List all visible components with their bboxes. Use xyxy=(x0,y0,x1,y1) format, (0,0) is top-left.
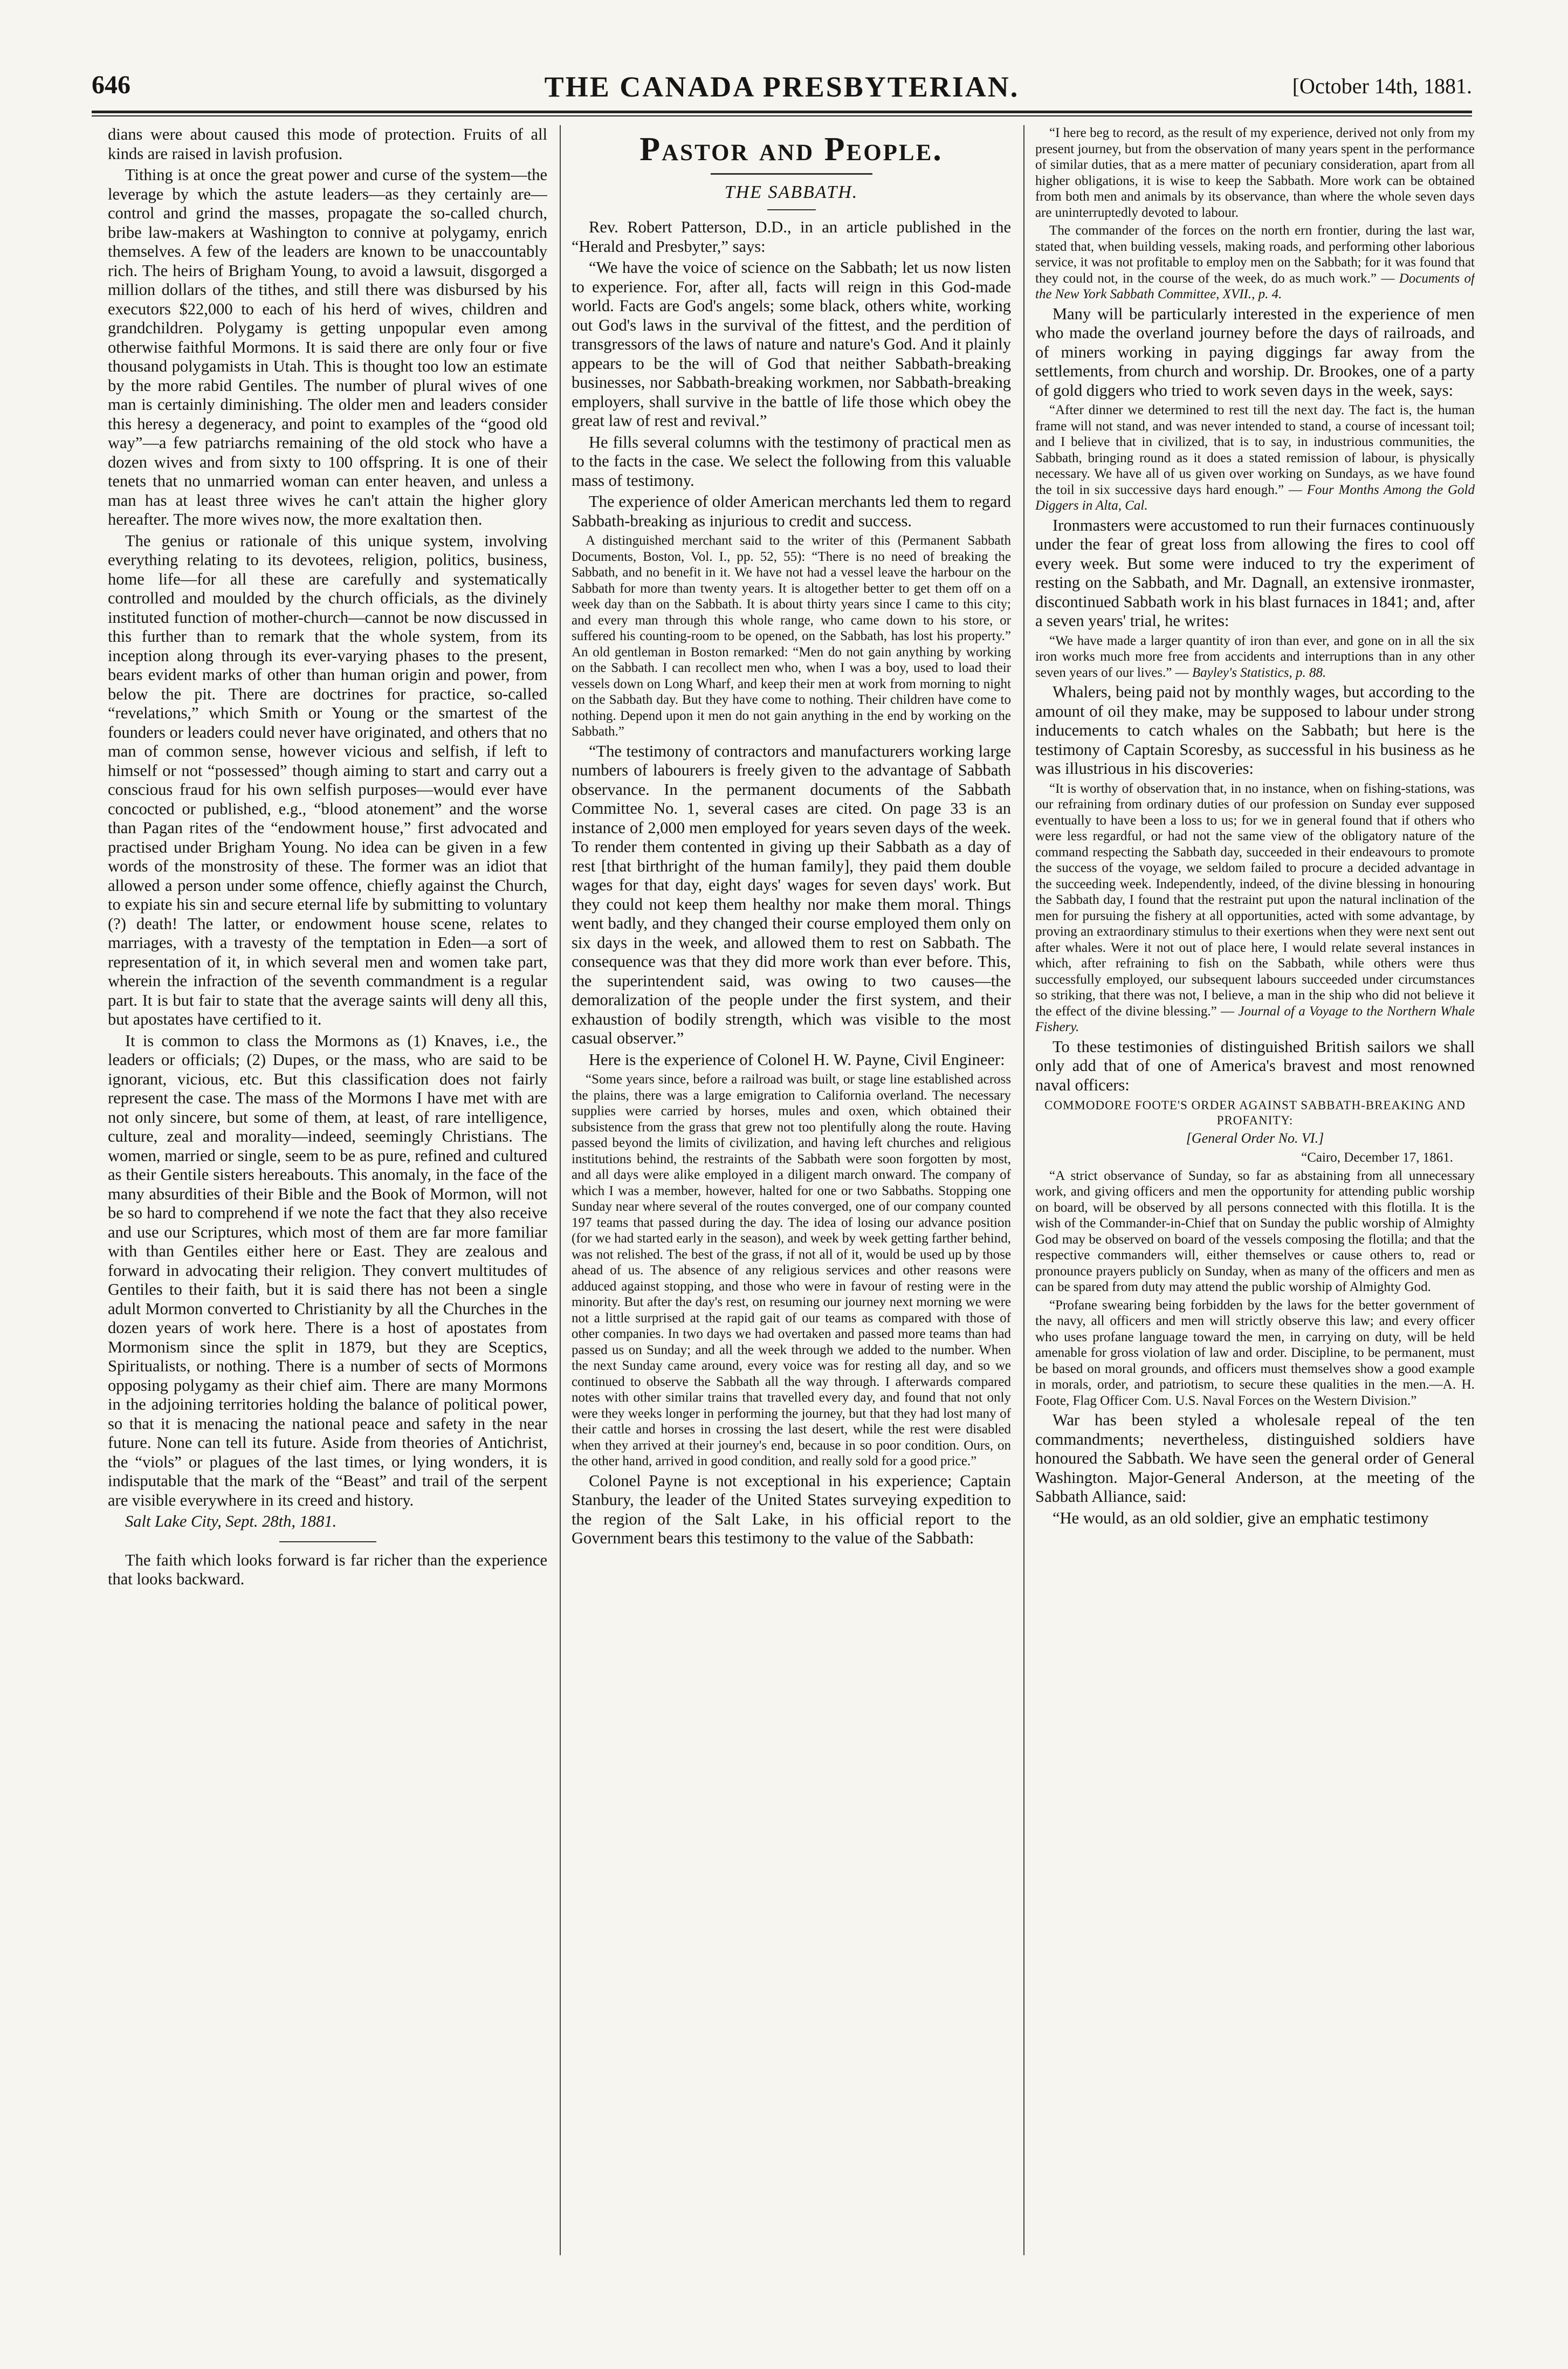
quoted-passage: “I here beg to record, as the result of my experience, derived not only from my present journey, but from the observation of many years spent in the performance of similar duties, that as a mere matter of pecuniary consideration, apart from all higher obligations, it is wise to keep the Sabbath. More work can be obtained from both men and animals by its observance, than where the whole seven days are uninterruptedly devoted to labour. xyxy=(1035,126,1475,220)
article-title: THE SABBATH. xyxy=(724,182,858,202)
title-rule xyxy=(767,209,816,210)
paragraph: Colonel Payne is not exceptional in his experience; Captain Stanbury, the leader of the United States surveying expedition to the region of the Salt Lake, in his official report to the Government bears this testimony to the value of the Sabbath: xyxy=(572,1471,1011,1547)
separator-rule xyxy=(279,1541,376,1542)
page-number: 646 xyxy=(92,71,130,99)
citation: Four Months Among the Gold Diggers in Alta, Cal. xyxy=(1035,482,1475,513)
paragraph: To these testimonies of distinguished British sailors we shall only add that of one of America's bravest and most renowned naval officers: xyxy=(1035,1037,1475,1094)
paragraph: Here is the experience of Colonel H. W. Payne, Civil Engineer: xyxy=(589,1050,1005,1069)
paragraph: “We have the voice of science on the Sabbath; let us now listen to experience. For, after all, facts will reign in this God-made world. Facts are God's angels; some black, others white, working out God's laws in the survival of the fittest, and the perdition of transgressors of the laws of nature and nature's God. And it plainly appears to be the will of God that neither Sabbath-breaking businesses, nor Sabbath-breaking workmen, nor Sabbath-breaking employers, shall survive in the battle of life those which obey the great law of rest and revival.” xyxy=(572,258,1011,430)
header-rule-thin xyxy=(92,115,1472,116)
header-rule xyxy=(92,111,1472,113)
column-1 xyxy=(108,125,547,2325)
quoted-passage: The commander of the forces on the north ern frontier, during the last war, stated that, when building vessels, making roads, and performing other laborious service, it was not profitable to employ men on the Sabbath; for it was found that they could not, in the course of the week, do as much work.” — Documents of the New York Sabbath Committee, XVII., p. 4. xyxy=(1035,223,1475,301)
paragraph: The genius or rationale of this unique system, involving everything relating to its devotees, religion, politics, business, home life—for all these are carefully and systematically controlled and moulded by the church officials, as the divinely instituted function of mother-church—cannot be now discussed in this further than to remark that the whole system, from its inception along through its ever-varying phases to the present, bears evident marks of other than human origin and power, from below the pit. There are doctrines for practice, so-called “revelations,” which Smith or Young or the smartest of the founders or leaders could never have originated, and others that no man of common sense, however vicious and selfish, if left to himself or not “possessed” though aiming to start and carry out a conscious fraud for his own selfish purposes—would ever have concocted or published, e.g., “blood atonement” and the worse than Pagan rites of the “endowment house,” first advocated and practised under Brigham Young. No idea can be given in a few words of the monstrosity of these. The former was an idiot that allowed a person under some offence, chiefly against the Church, to expiate his sin and secure eternal life by submitting to voluntary (?) death! The latter, or endowment house scene, relates to marriages, with a travesty of the temptation in Eden—a sort of representation of it, in which several men and women take part, wherein the infraction of the seventh commandment is a regular part. It is but fair to state that the average saints will deny all this, but apostates have certified to it. xyxy=(108,531,547,1028)
column-3 xyxy=(1035,125,1475,2325)
quoted-passage: “We have made a larger quantity of iron than ever, and gone on in all the six iron works much more free from accidents and interruptions than in any other seven years of our lives.” — Bayley's Statistics, p. 88. xyxy=(1035,633,1475,680)
page-header xyxy=(92,70,1472,108)
paragraph: War has been styled a wholesale repeal of the ten commandments; nevertheless, distinguished soldiers have honoured the Sabbath. We have seen the general order of General Washington. Major-General Anderson, at the meeting of the Sabbath Alliance, said: xyxy=(1035,1411,1475,1506)
order-subtitle: [General Order No. VI.] xyxy=(1186,1130,1324,1146)
quoted-passage: A distinguished merchant said to the writer of this (Permanent Sabbath Documents, Boston, Vol. I., pp. 52, 55): “There is no need of breaking the Sabbath, and no benefit in it. We have not had a vessel leave the harbour on the Sabbath for more than twenty years. It is altogether better to get them off on a week day than on the Sabbath. It is about thirty years since I came to this city; and every man through this whole range, who came down to his store, or suffered his counting-room to be opened, on the Sabbath, has lost his property.” An old gentleman in Boston remarked: “Men do not gain anything by working on the Sabbath. I can recollect men who, when I was a boy, used to load their vessels down on Long Wharf, and keep their men at work from morning to night on the Sabbath day. But they have come to nothing. Their children have come to nothing. Depend upon it men do not gain anything in the end by working on the Sabbath.” xyxy=(572,533,1011,739)
paragraph: Tithing is at once the great power and curse of the system—the leverage by which the astute leaders—as they certainly are—control and grind the masses, propagate the so-called church, bribe law-makers at Washington to connive at polygamy, enrich themselves. A few of the leaders are known to be unaccountably rich. The heirs of Brigham Young, to avoid a lawsuit, disgorged a million dollars of the tithes, and still there was disbursed by his executors $22,000 to each of his herd of wives, children and grandchildren. Polygamy is getting unpopular even among otherwise faithful Mormons. It is said there are only four or five thousand polygamists in Utah. This is thought too low an estimate by the more rabid Gentiles. The number of plural wives of one man is certainly diminishing. The older men and leaders consider this heresy a degeneracy, and point to examples of the “good old way”—a few patriarchs remaining of the old stock who have a dozen wives and from sixty to 100 offspring. It is one of their tenets that no unmarried woman can enter heaven, and unless a man has at least three wives he can't attain the higher glory hereafter. The more wives now, the more exaltation then. xyxy=(108,166,547,528)
quoted-passage: “It is worthy of observation that, in no instance, when on fishing-stations, was our refraining from ordinary duties of our profession on Sunday ever supposed eventually to have been a loss to us; for we in general found that if others who were less regardful, or had not the same view of the obligatory nature of the command respecting the Sabbath day, succeeded in their endeavours to promote the success of the voyage, we seldom failed to procure a decided advantage in the succeeding week. Independently, indeed, of the divine blessing in honouring the Sabbath day, I found that the restraint put upon the natural inclination of the men for pursuing the fishery at all opportunities, acted with some advantage, by proving an extraordinary stimulus to their exertions when they were next sent out after whales. Were it not out of place here, I would relate several instances in which, after refraining to fish on the Sabbath, while others were thus successfully employed, our subsequent labours succeeded under circumstances so striking, that there was not, I believe, a man in the ship who did not believe it the effect of the divine blessing.” — Journal of a Voyage to the Northern Whale Fishery. xyxy=(1035,781,1475,1034)
citation: Documents of the New York Sabbath Committee, XVII., p. 4. xyxy=(1035,271,1475,301)
order-dateline: “Cairo, December 17, 1861. xyxy=(1301,1150,1453,1165)
paragraph: “The testimony of contractors and manufacturers working large numbers of labourers is freely given to the advantage of Sabbath observance. In the permanent documents of the Sabbath Committee No. 1, several cases are cited. On page 33 is an instance of 2,000 men employed for years seven days of the week. To render them contented in giving up their Sabbath as a day of rest [that birthright of the human family], they paid them double wages for that day, eight days' wages for seven days' work. But they could not keep them healthy nor make them moral. Things went badly, and they changed their course employed them only on six days in the week, and allowed them to rest on Sabbath. The consequence was that they did more work than ever before. This, the superintendent said, was owing to two causes—the demoralization of the people under the first system, and their exhaustion of bodily strength, which was visible to the most casual observer.” xyxy=(572,741,1011,1047)
issue-date: [October 14th, 1881. xyxy=(1292,74,1472,98)
order-title: COMMODORE FOOTE'S ORDER AGAINST SABBATH-BREAKING AND PROFANITY: xyxy=(1044,1098,1466,1127)
paragraph: “He would, as an old soldier, give an emphatic testimony xyxy=(1053,1508,1429,1527)
quoted-passage: “Profane swearing being forbidden by the laws for the better government of the navy, all officers and men will strictly observe this law; and every officer who uses profane language toward the men, in carrying on duty, will be held amenable for gross violation of law and order. Discipline, to be permanent, must be based on moral grounds, and officers must themselves show a good example in morals, order, and patriotism, to secure these qualities in the men.—A. H. Foote, Flag Officer Com. U.S. Naval Forces on the Western Division.” xyxy=(1035,1297,1475,1408)
paragraph: Ironmasters were accustomed to run their furnaces continuously under the fear of great loss from allowing the fires to cool off every week. But some were induced to try the experiment of resting on the Sabbath, and Mr. Dagnall, an extensive ironmaster, discontinued Sabbath work in his blast furnaces in 1841; and, after a seven years' trial, he writes: xyxy=(1035,516,1475,630)
paragraph: Many will be particularly interested in the experience of men who made the overland journey before the days of railroads, and of miners working in paying diggings far away from the settlements, from church and worship. Dr. Brookes, one of a party of gold diggers who tried to work seven days in the week, says: xyxy=(1035,304,1475,400)
closing-paragraph: The faith which looks forward is far richer than the experience that looks backward. xyxy=(108,1550,547,1588)
quoted-passage: “Some years since, before a railroad was built, or stage line established across the plains, there was a large emigration to California overland. The necessary supplies were carried by horses, mules and oxen, which obtained their subsistence from the grass that grew not too plentifully along the route. Having passed beyond the limits of civilization, and having left churches and religious institutions behind, the restraints of the Sabbath were soon forgotten by most, and all days were alike employed in a diligent march onward. The company of which I was a member, however, halted for one or two Sabbaths. Stopping one Sunday near where several of the routes converged, one of our company counted 197 teams that passed during the day. The idea of losing our advance position (for we had started early in the season), and week by week getting farther behind, was not relished. The best of the grass, if not all of it, would be used up by those ahead of us. The absence of any religious services and other reasons were adduced against stopping, and those who were in favour of resting were in the minority. But after the day's rest, on resuming our journey next morning we were not a little surprised at the rapid gait of our teams as compared with those of other companies. In two days we had overtaken and passed more teams than had passed us on Sunday; and all the week through we added to the number. When the next Sunday came around, every voice was for resting all day, and so we continued to observe the Sabbath all the way through. I afterwards compared notes with other similar trains that travelled every day, and found that not only were they weeks longer in performing the journey, but that they had lost many of their cattle and horses in crossing the last desert, while the rest were disabled when they arrived at their journey's end, because in so poor condition. Ours, on the other hand, arrived in good condition, and really sold for a good price.” xyxy=(572,1072,1011,1468)
quoted-passage: “After dinner we determined to rest till the next day. The fact is, the human frame will not stand, and was never intended to stand, a course of incessant toil; and I believe that in civilized, that is to say, in industrious communities, the Sabbath, bringing round as it does a stated remission of labour, is physically necessary. We have all of us given over working on Sundays, as we have found the toil in six successive days hard enough.” — Four Months Among the Gold Diggers in Alta, Cal. xyxy=(1035,403,1475,513)
paragraph: The experience of older American merchants led them to regard Sabbath-breaking as injurious to credit and success. xyxy=(572,492,1011,530)
citation: Bayley's Statistics, p. 88. xyxy=(1192,665,1326,680)
paragraph: It is common to class the Mormons as (1) Knaves, i.e., the leaders or officials; (2) Dupes, or the mass, who are said to be ignorant, vicious, etc. But this classification does not fairly represent the case. The mass of the Mormons I have met with are not only sincere, but some of them, at least, of rare intelligence, culture, zeal and morality—indeed, seemingly Christians. The women, married or single, seem to be as pure, refined and cultured as their Gentile sisters hereabouts. This anomaly, in the face of the many absurdities of their Bible and the Book of Mormon, will not be so hard to comprehend if we note the fact that they also receive and use our Scriptures, which most of them are far more familiar with than Gentiles either here or East. They are zealous and forward in advocating their religion. They convert multitudes of Gentiles to their faith, but it is said there has not been a single adult Mormon converted to Christianity by all the Churches in the dozen years of work here. There is a host of apostates from Mormonism since the split in 1879, but they are Sceptics, Spiritualists, or nothing. There is a number of sects of Mormons opposing polygamy as their chief aim. There are many Mormons in the adjoining territories holding the balance of political power, so that it is menacing the national peace and safety in the near future. None can tell its future. Aside from theories of Antichrist, the “viols” or plagues of the last times, or lying wonders, it is indisputable that the mark of the “Beast” and trail of the serpent are visible everywhere in its creed and history. xyxy=(108,1031,547,1509)
citation: Journal of a Voyage to the Northern Whale Fishery. xyxy=(1035,1004,1475,1034)
paragraph: Rev. Robert Patterson, D.D., in an article published in the “Herald and Presbyter,” says: xyxy=(572,218,1011,256)
paragraph: dians were about caused this mode of protection. Fruits of all kinds are raised in lavish profusion. xyxy=(108,125,547,163)
section-heading: Pastor and People. xyxy=(639,131,943,168)
masthead: THE CANADA PRESBYTERIAN. xyxy=(544,71,1020,103)
paragraph: He fills several columns with the testimony of practical men as to the facts in the case. We select the following from this valuable mass of testimony. xyxy=(572,432,1011,490)
column-2 xyxy=(572,125,1011,2325)
section-rule xyxy=(711,173,872,175)
signoff: Salt Lake City, Sept. 28th, 1881. xyxy=(125,1512,337,1530)
column-divider xyxy=(1023,125,1024,2255)
column-divider xyxy=(560,125,561,2255)
paragraph: Whalers, being paid not by monthly wages, but according to the amount of oil they make, may be supposed to labour under strong inducements to catch whales on the Sabbath; but here is the testimony of Captain Scoresby, as successful in his business as he was illustrious in his discoveries: xyxy=(1035,683,1475,778)
quoted-passage: “A strict observance of Sunday, so far as abstaining from all unnecessary work, and giving officers and men the opportunity for attending public worship on board, will be observed by all persons connected with this flotilla. It is the wish of the Commander-in-Chief that on Sunday the public worship of Almighty God may be observed on board of the vessels composing the flotilla; and that the respective commanders will, either themselves or cause others to, read or pronounce prayers publicly on Sunday, when as many of the officers and men as can be spared from duty may attend the public worship of Almighty God. xyxy=(1035,1168,1475,1294)
